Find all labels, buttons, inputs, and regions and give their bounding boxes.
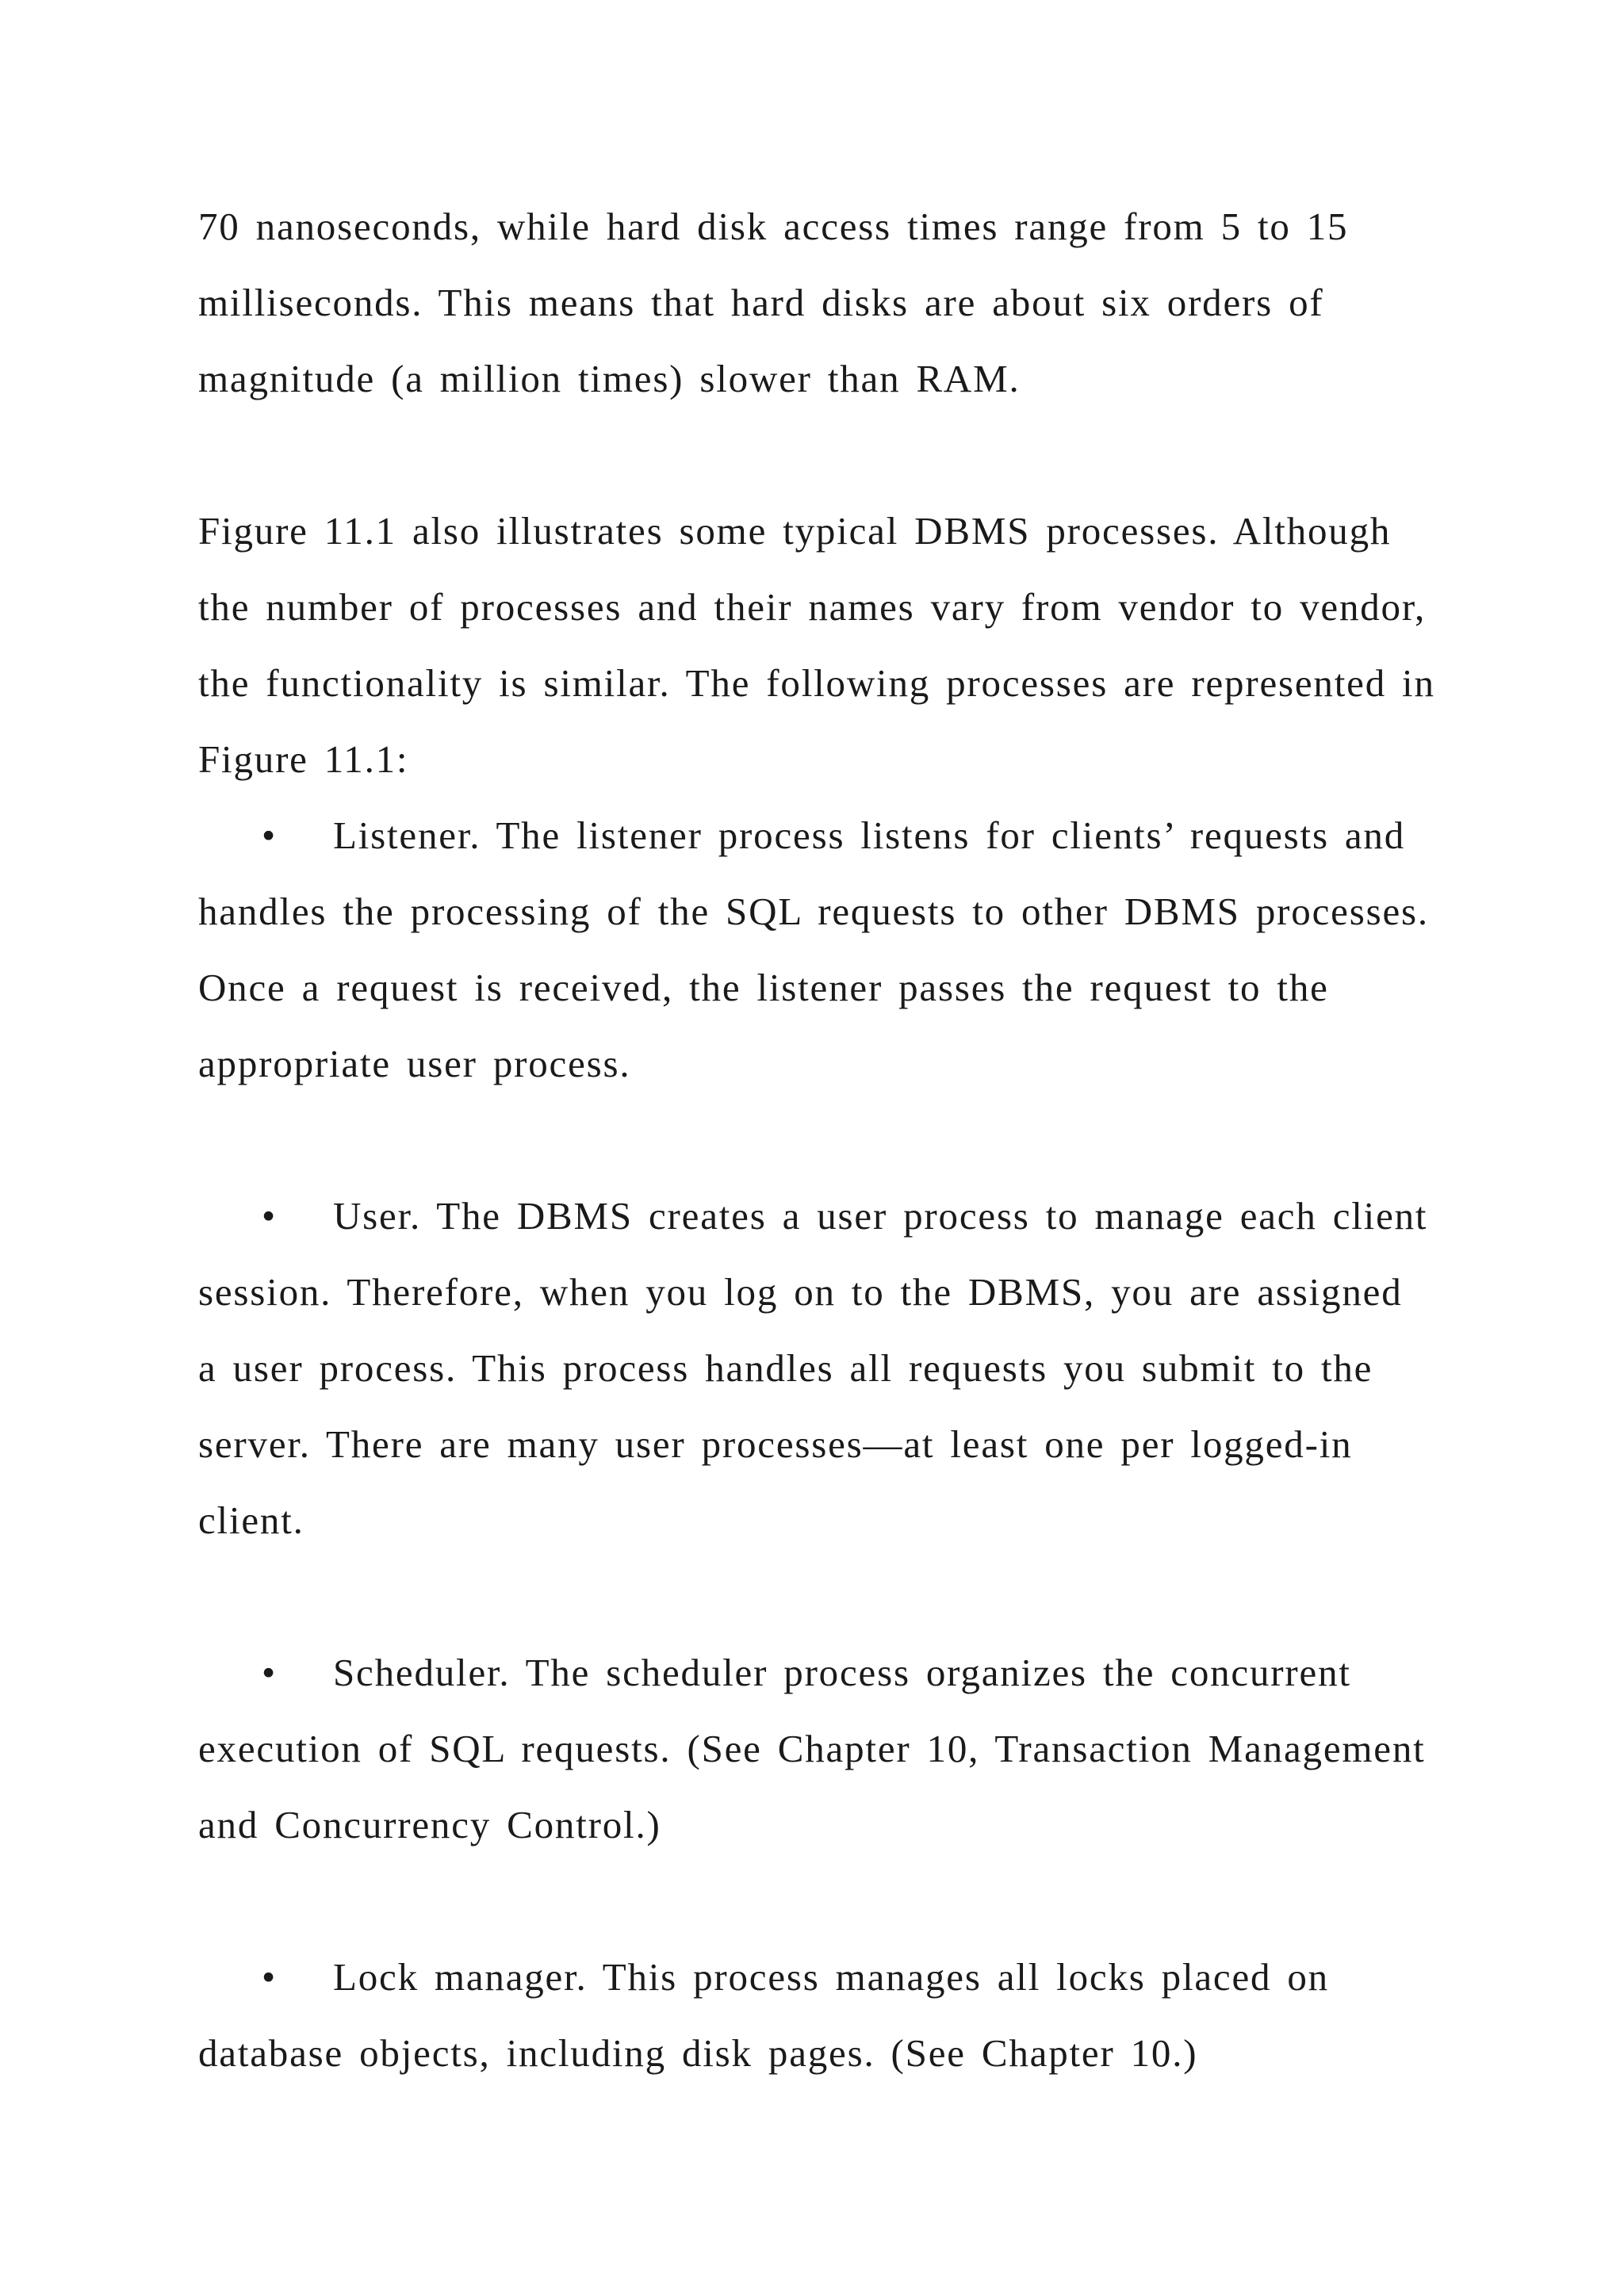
- bullet-item-scheduler: • Scheduler. The scheduler process organizes the concurrent execution of SQL requests. (See Chapter 10, Transaction Management and Concurrency Control.): [198, 1651, 1426, 1846]
- bullet-item-user: • User. The DBMS creates a user process to manage each client session. Therefore, when you log on to the DBMS, you are assigned a user process. This process handles all requests you submit to the server. There are many user processes—at least one per logged-in client.: [198, 1194, 1428, 1542]
- paragraph-ram-vs-disk: 70 nanoseconds, while hard disk access times range from 5 to 15 milliseconds. This means that hard disks are about six orders of magnitude (a million times) slower than RAM.: [198, 205, 1349, 400]
- bullet-text-lock-manager: Lock manager. This process manages all locks placed on database objects, including disk pages. (See Chapter 10.): [198, 1955, 1329, 2075]
- bullet-text-user: User. The DBMS creates a user process to manage each client session. Therefore, when you log on to the DBMS, you are assigned a user process. This process handles all requests you submit to the server. There are many user processes—at least one per logged-in client.: [198, 1194, 1428, 1542]
- bullet-item-lock-manager: • Lock manager. This process manages all locks placed on database objects, including disk pages. (See Chapter 10.): [198, 1955, 1329, 2075]
- paragraph-gap: [198, 1863, 1435, 1939]
- paragraph-gap: [198, 1559, 1435, 1635]
- paragraph-gap: [198, 417, 1435, 493]
- paragraph-dbms-processes-intro: Figure 11.1 also illustrates some typical DBMS processes. Although the number of processes and their names vary from vendor to vendor, the functionality is similar. The following processes are represented in Figure 11.1:: [198, 509, 1435, 781]
- document-page: [198, 189, 1435, 2091]
- bullet-text-scheduler: Scheduler. The scheduler process organizes the concurrent execution of SQL requests. (See Chapter 10, Transaction Management and Concurrency Control.): [198, 1651, 1426, 1846]
- bullet-text-listener: Listener. The listener process listens for clients’ requests and handles the processing of the SQL requests to other DBMS processes. Once a request is received, the listener passes the request to the appropriate user process.: [198, 813, 1429, 1085]
- bullet-item-listener: • Listener. The listener process listens for clients’ requests and handles the processing of the SQL requests to other DBMS processes. Once a request is received, the listener passes the request to the appropriate user process.: [198, 813, 1429, 1085]
- paragraph-gap: [198, 1102, 1435, 1178]
